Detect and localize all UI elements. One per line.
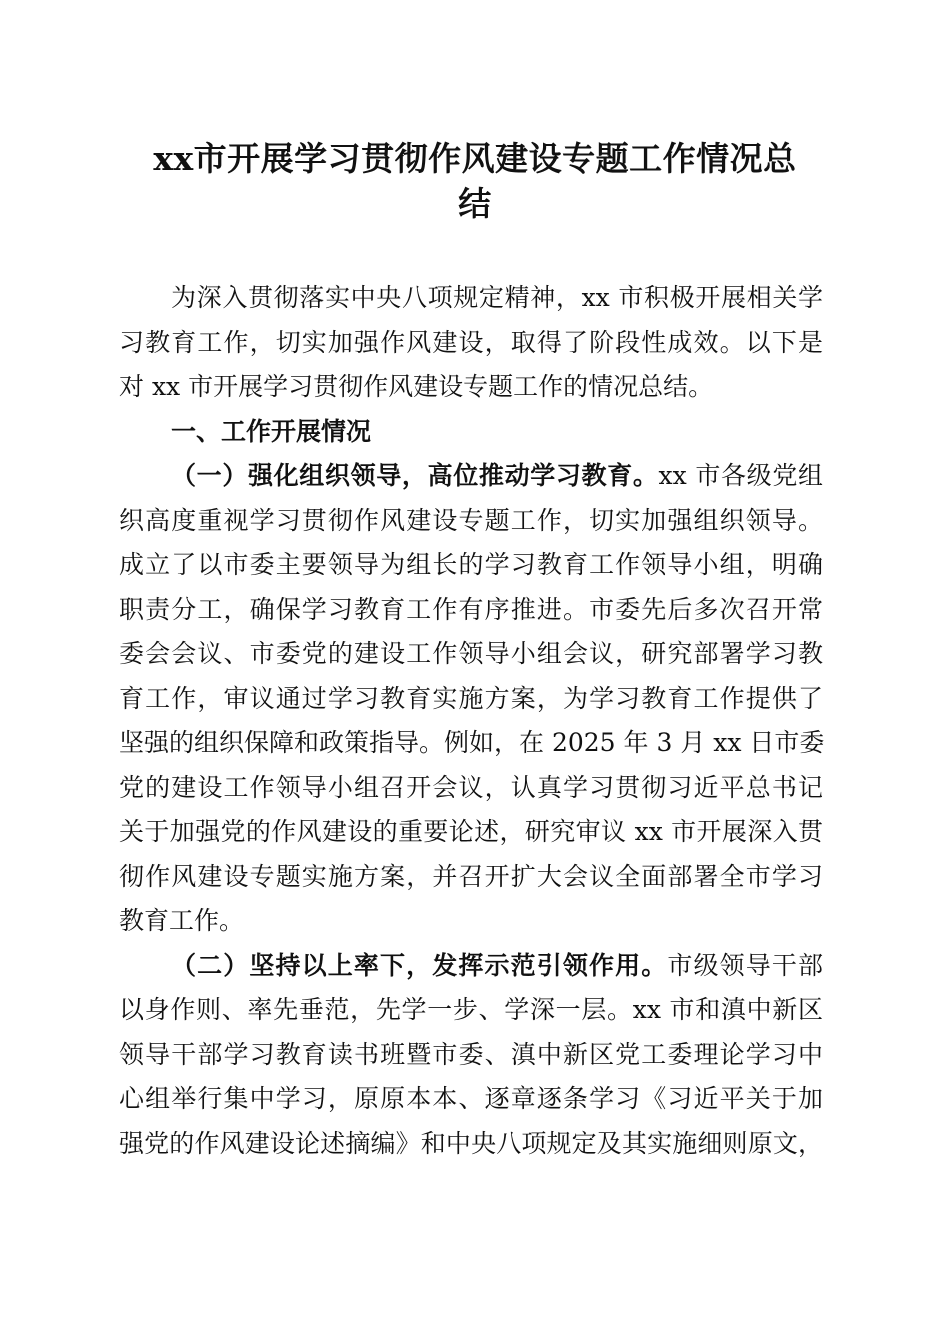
text-line: 以身作则、率先垂范，先学一步、学深一层。xx 市和滇中新区 [119,995,823,1024]
text-line: 心组举行集中学习，原原本本、逐章逐条学习《习近平关于加 [119,1084,823,1113]
title-line: xx市开展学习贯彻作风建设专题工作情况总 [153,139,797,178]
text-line: 强党的作风建设论述摘编》和中央八项规定及其实施细则原文， [119,1128,823,1158]
text-line: 坚强的组织保障和政策指导。例如，在 2025 年 3 月 xx 日市委 [119,728,825,757]
intro-paragraph [119,276,823,410]
item2-paragraph [119,944,823,1167]
document-body [119,276,823,1166]
text-line: 关于加强党的作风建设的重要论述，研究审议 xx 市开展深入贯 [119,817,823,846]
text-line: 教育工作。 [119,906,245,935]
text-line: 职责分工，确保学习教育工作有序推进。市委先后多次召开常 [119,594,823,624]
text-line [119,944,823,989]
text-line: 织高度重视学习贯彻作风建设专题工作，切实加强组织领导。 [119,505,823,535]
item1-paragraph [119,454,823,944]
item-lead: （一）强化组织领导，高位推动学习教育。 [171,461,659,490]
text-line: 彻作风建设专题实施方案，并召开扩大会议全面部署全市学习 [119,861,823,891]
text-line: 育工作，审议通过学习教育实施方案，为学习教育工作提供了 [119,683,823,713]
text-line: 党的建设工作领导小组召开会议，认真学习贯彻习近平总书记 [119,772,823,802]
text-line: 对 xx 市开展学习贯彻作风建设专题工作的情况总结。 [119,372,714,401]
item-lead: （二）坚持以上率下，发挥示范引领作用。 [171,950,668,980]
document-title [110,136,840,226]
text-line: 领导干部学习教育读书班暨市委、滇中新区党工委理论学习中 [119,1039,823,1069]
text-line: 为深入贯彻落实中央八项规定精神，xx 市积极开展相关学 [171,283,823,312]
section-heading: 一、工作开展情况 [171,416,372,446]
text-segment: 市级领导干部 [667,950,823,980]
text-line: 委会会议、市委党的建设工作领导小组会议，研究部署学习教 [119,639,823,668]
text-line: 成立了以市委主要领导为组长的学习教育工作领导小组，明确 [119,550,823,579]
text-line [119,454,823,499]
text-segment: xx 市各级党组 [658,461,823,490]
text-line: 习教育工作，切实加强作风建设，取得了阶段性成效。以下是 [119,327,823,357]
title-line: 结 [458,184,492,223]
